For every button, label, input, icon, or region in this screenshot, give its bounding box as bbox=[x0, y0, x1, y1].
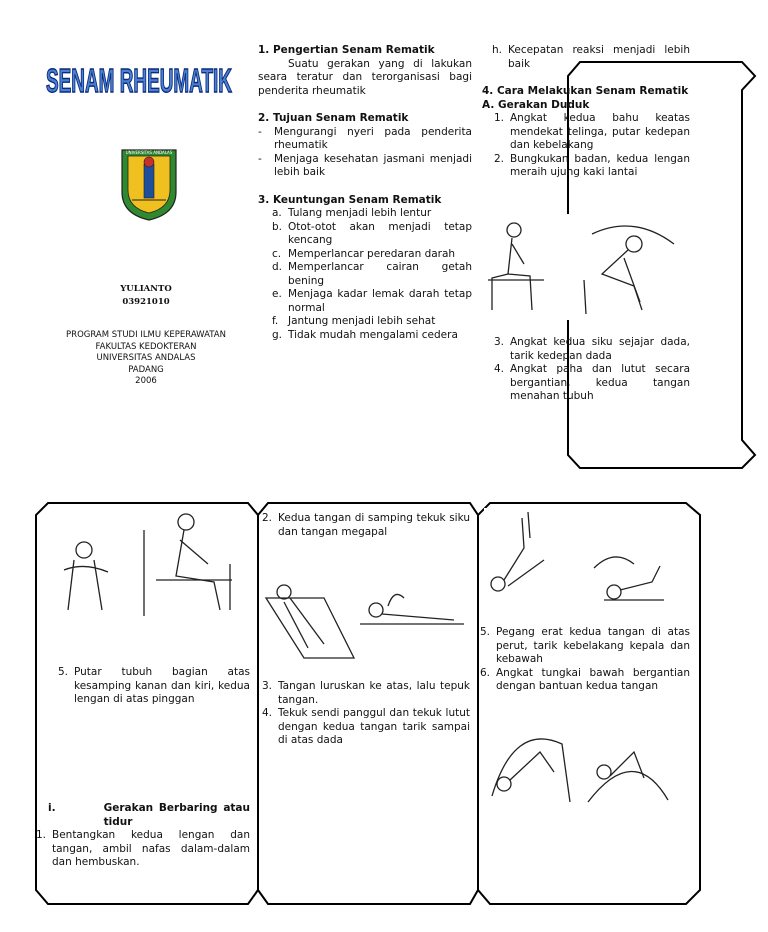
section-heading: i. Gerakan Berbaring atau tidur bbox=[48, 802, 250, 828]
column-steps bbox=[482, 44, 690, 180]
panel-bl-step5 bbox=[58, 666, 250, 707]
section-heading: 4. Cara Melakukan Senam Rematik bbox=[482, 85, 689, 97]
column-definitions bbox=[258, 44, 472, 342]
list-item: 4. Angkat paha dan lutut secara bergantian, kedua tangan menahan tubuh bbox=[494, 363, 690, 402]
panel-bm-step2 bbox=[262, 512, 470, 539]
cover-title-text: SENAM RHEUMATIK bbox=[46, 62, 233, 99]
list-item: 4. Tekuk sendi panggul dan tekuk lutut dengan kedua tangan tarik sampai di atas dada bbox=[262, 707, 470, 746]
cover-title bbox=[44, 56, 234, 100]
list-item: 1. Bentangkan kedua lengan dan tangan, ambil nafas dalam-dalam dan hembuskan. bbox=[36, 829, 250, 868]
list-item: 3. Angkat kedua siku sejajar dada, tarik kedepan dada bbox=[494, 336, 690, 362]
university-emblem bbox=[118, 144, 180, 222]
list-item: e. Menjaga kadar lemak darah tetap normal bbox=[272, 288, 472, 314]
author-id: 03921010 bbox=[122, 297, 170, 307]
section-heading: 3. Keuntungan Senam Rematik bbox=[258, 193, 442, 206]
list-item: 2. Bungkukan badan, kedua lengan meraih ujung kaki lantai bbox=[494, 152, 690, 178]
list-item: h. Kecepatan reaksi menjadi lebih baik bbox=[492, 44, 690, 70]
panel-bm-steps bbox=[262, 680, 470, 748]
program-line: FAKULTAS KEDOKTERAN bbox=[95, 341, 197, 352]
list-item: c. Memperlancar peredaran darah bbox=[272, 247, 456, 260]
section-body: Suatu gerakan yang di lakukan seara teratur dan terorganisasi bagi penderita rheumatik bbox=[258, 57, 472, 97]
list-item: g. Tidak mudah mengalami cedera bbox=[272, 328, 458, 341]
list-item: 2. Kedua tangan di samping tekuk siku dan tangan megapal bbox=[262, 512, 470, 538]
author-name: YULIANTO bbox=[120, 284, 172, 294]
list-item: b. Otot-otot akan menjadi tetap kencang bbox=[272, 220, 472, 246]
list-item: 1. Angkat kedua bahu keatas mendekat telinga, putar kedepan dan kebelakang bbox=[494, 112, 690, 151]
section-subheading: A. Gerakan Duduk bbox=[482, 98, 590, 111]
section-heading: 2. Tujuan Senam Rematik bbox=[258, 112, 409, 124]
list-item: - Mengurangi nyeri pada penderita rheumatik bbox=[258, 125, 472, 151]
list-item: 6. Angkat tungkai bawah bergantian dengan bantuan kedua tangan bbox=[480, 666, 690, 692]
panel-bl-lying bbox=[36, 802, 250, 870]
list-item: 5. Pegang erat kedua tangan di atas perut, tarik kebelakang kepala dan kebawah bbox=[480, 626, 690, 665]
list-item: a. Tulang menjadi lebih lentur bbox=[272, 207, 432, 219]
sketch-lying-arms bbox=[264, 558, 468, 666]
program-line: 2006 bbox=[135, 376, 157, 386]
emblem-caption: UNIVERSITAS ANDALAS bbox=[125, 150, 173, 155]
section-heading: 1. Pengertian Senam Rematik bbox=[258, 44, 435, 56]
sketch-seated-exercise bbox=[484, 214, 684, 320]
list-item: 3. Tangan luruskan ke atas, lalu tepuk tangan. bbox=[262, 680, 470, 706]
sketch-knee-hug bbox=[484, 722, 670, 808]
column-steps-continued bbox=[494, 336, 690, 404]
sketch-leg-raise bbox=[484, 508, 670, 614]
program-line: PROGRAM STUDI ILMU KEPERAWATAN bbox=[66, 330, 226, 340]
list-item: f. Jantung menjadi lebih sehat bbox=[272, 315, 436, 327]
program-info bbox=[40, 330, 252, 388]
program-line: PADANG bbox=[128, 364, 164, 375]
list-item: 5. Putar tubuh bagian atas kesamping kanan dan kiri, kedua lengan di atas pinggan bbox=[58, 666, 250, 705]
list-item: d. Memperlancar cairan getah bening bbox=[272, 261, 472, 287]
list-item: - Menjaga kesehatan jasmani menjadi lebih baik bbox=[258, 152, 472, 178]
panel-br-steps bbox=[480, 626, 690, 694]
program-line: UNIVERSITAS ANDALAS bbox=[96, 353, 196, 363]
sketch-twist-exercise bbox=[44, 510, 244, 616]
